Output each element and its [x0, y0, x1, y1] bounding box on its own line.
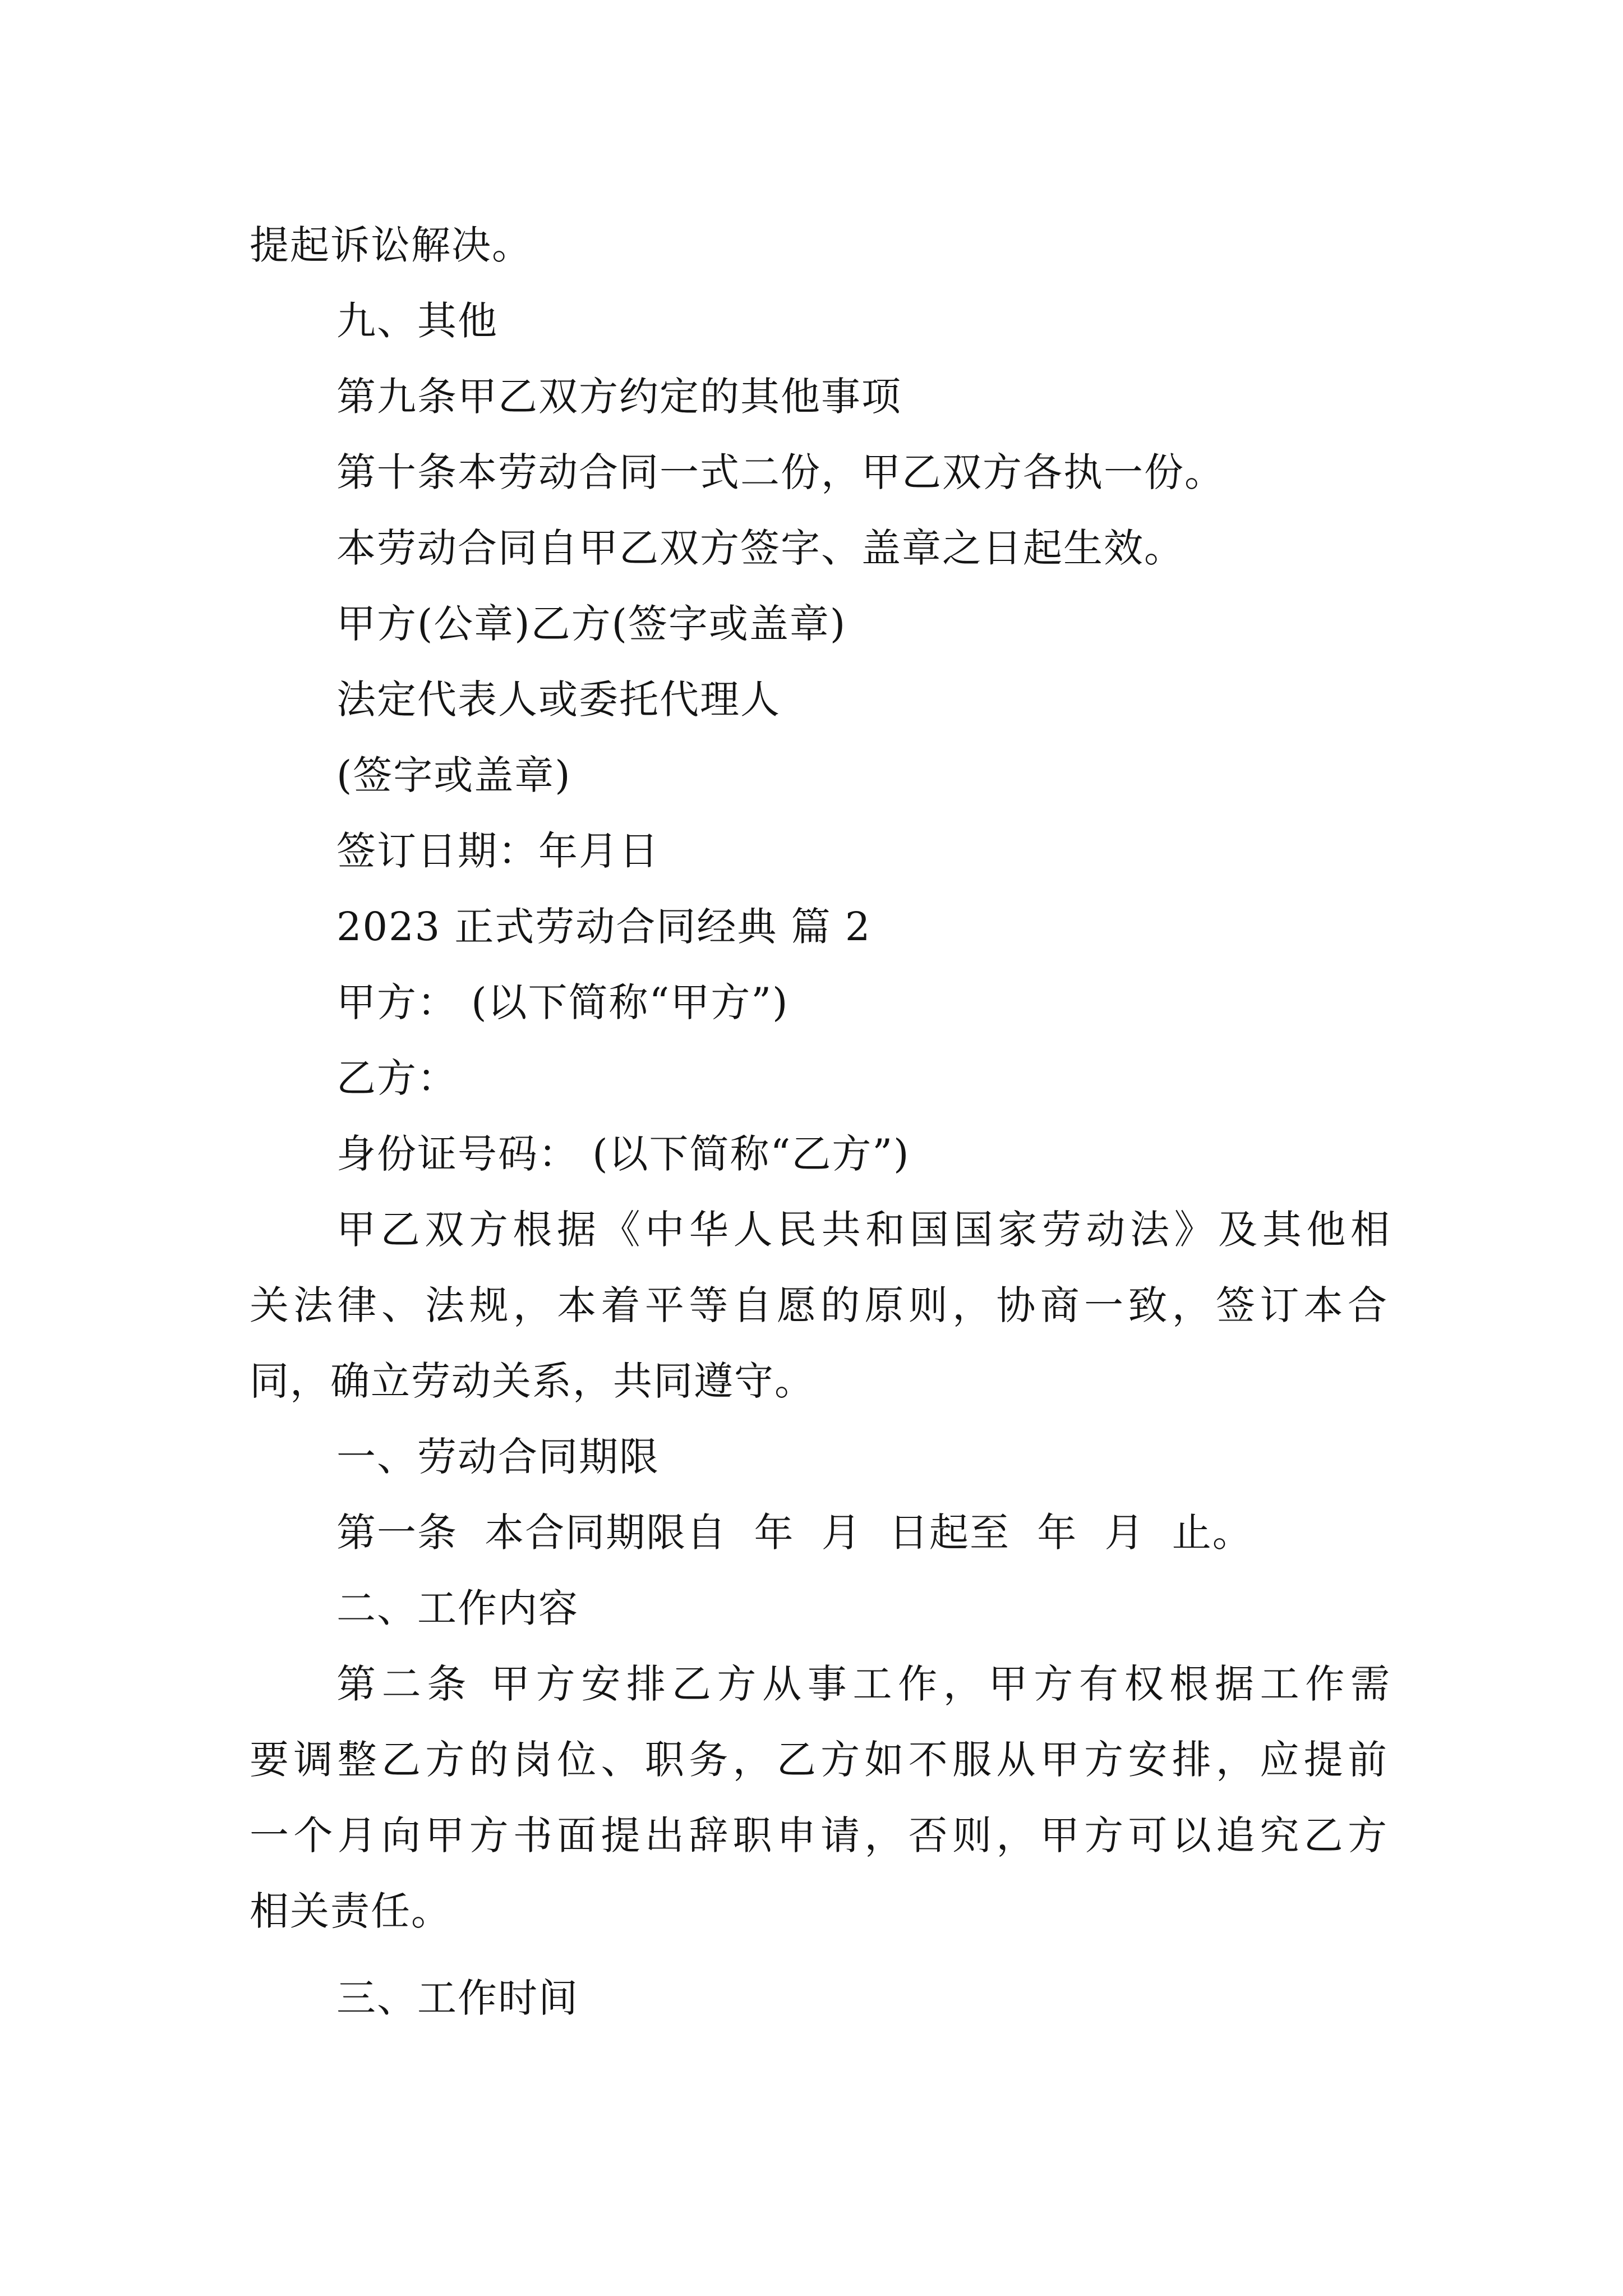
- party-b-line: 乙方：: [336, 1055, 458, 1101]
- text-line-6: 甲方(公章)乙方(签字或盖章): [336, 601, 847, 647]
- text-line-1: 提起诉讼解决。: [250, 222, 532, 268]
- text-line-4: 第十条本劳动合同一式二份，甲乙双方各执一份。: [336, 449, 1225, 495]
- section-heading-other: 九、其他: [336, 298, 498, 344]
- text-line-21: 要调整乙方的岗位、职务，乙方如不服从甲方安排，应提前: [250, 1737, 1388, 1783]
- text-line-3: 第九条甲乙双方约定的其他事项: [336, 374, 902, 420]
- text-line-7: 法定代表人或委托代理人: [336, 677, 781, 723]
- signing-date-line: 签订日期：年月日: [336, 828, 660, 874]
- section-heading-work-content: 二、工作内容: [336, 1585, 579, 1631]
- text-line-5: 本劳动合同自甲乙双方签字、盖章之日起生效。: [336, 525, 1184, 571]
- id-number-line: 身份证号码： (以下简称“乙方”): [336, 1131, 910, 1177]
- text-line-14: 甲乙双方根据《中华人民共和国国家劳动法》及其他相: [336, 1207, 1391, 1253]
- text-line-23: 相关责任。: [250, 1888, 451, 1934]
- section-heading-contract-term: 一、劳动合同期限: [336, 1434, 660, 1480]
- text-line-8: (签字或盖章): [336, 752, 571, 798]
- section-heading-work-time: 三、工作时间: [336, 1975, 579, 2021]
- text-line-20: 第二条 甲方安排乙方从事工作，甲方有权根据工作需: [336, 1661, 1391, 1707]
- text-line-18: 第一条 本合同期限自 年 月 日起至 年 月 止。: [336, 1510, 1253, 1556]
- text-line-15: 关法律、法规，本着平等自愿的原则，协商一致，签订本合: [250, 1282, 1388, 1328]
- text-line-22: 一个月向甲方书面提出辞职申请，否则，甲方可以追究乙方: [250, 1812, 1388, 1858]
- document-title: 2023 正式劳动合同经典 篇 2: [336, 904, 872, 950]
- party-a-line: 甲方： (以下简称“甲方”): [336, 979, 789, 1025]
- text-line-16: 同，确立劳动关系，共同遵守。: [250, 1358, 815, 1404]
